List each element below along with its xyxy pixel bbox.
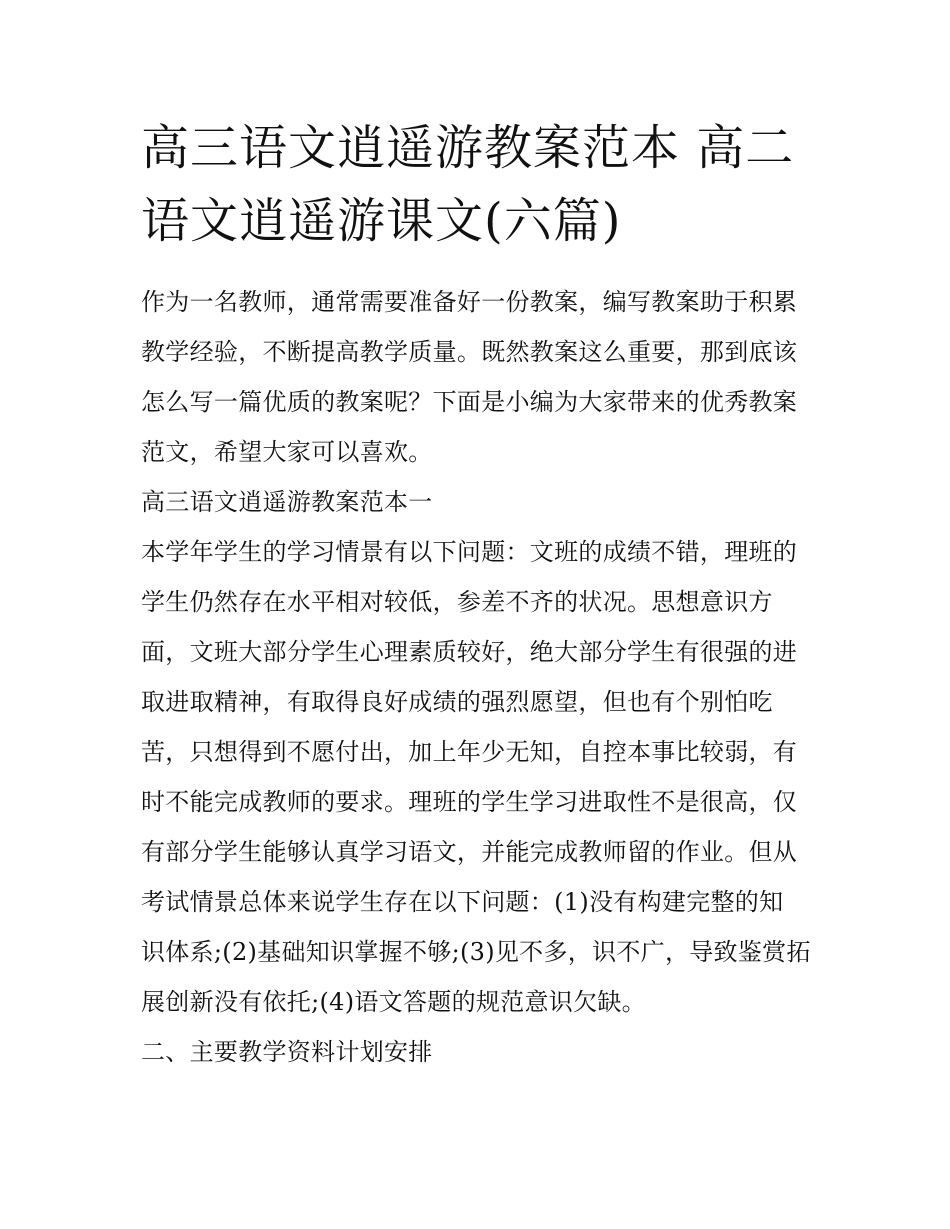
paragraph-line: 时不能完成教师的要求。理班的学生学习进取性不是很高，仅 — [141, 788, 798, 816]
paragraph-line: 学生仍然存在水平相对较低，参差不齐的状况。思想意识方 — [141, 588, 773, 616]
subheading: 二、主要教学资料计划安排 — [141, 1038, 433, 1066]
intro-line: 怎么写一篇优质的教案呢？下面是小编为大家带来的优秀教案 — [141, 388, 798, 416]
paragraph-line: 面，文班大部分学生心理素质较好，绝大部分学生有很强的进 — [141, 638, 798, 666]
paragraph-line: 本学年学生的学习情景有以下问题：文班的成绩不错，理班的 — [141, 538, 798, 566]
intro-line: 作为一名教师，通常需要准备好一份教案，编写教案助于积累 — [141, 288, 798, 316]
paragraph-line: 展创新没有依托;(4)语文答题的规范意识欠缺。 — [141, 988, 646, 1016]
title-line: 语文逍遥游课文(六篇) — [141, 193, 622, 249]
paragraph-line: 识体系;(2)基础知识掌握不够;(3)见不多，识不广，导致鉴赏拓 — [141, 938, 811, 966]
paragraph-line: 考试情景总体来说学生存在以下问题：(1)没有构建完整的知 — [141, 888, 784, 916]
intro-line: 范文，希望大家可以喜欢。 — [141, 438, 433, 466]
title-line: 高三语文逍遥游教案范本 高二 — [141, 120, 795, 176]
paragraph-line: 有部分学生能够认真学习语文，并能完成教师留的作业。但从 — [141, 838, 798, 866]
document-title — [141, 112, 821, 258]
paragraph-line: 取进取精神，有取得良好成绩的强烈愿望，但也有个别怕吃 — [141, 688, 773, 716]
section-heading: 高三语文逍遥游教案范本一 — [141, 488, 433, 516]
intro-line: 教学经验，不断提高教学质量。既然教案这么重要，那到底该 — [141, 338, 798, 366]
paragraph-line: 苦，只想得到不愿付出，加上年少无知，自控本事比较弱，有 — [141, 738, 798, 766]
